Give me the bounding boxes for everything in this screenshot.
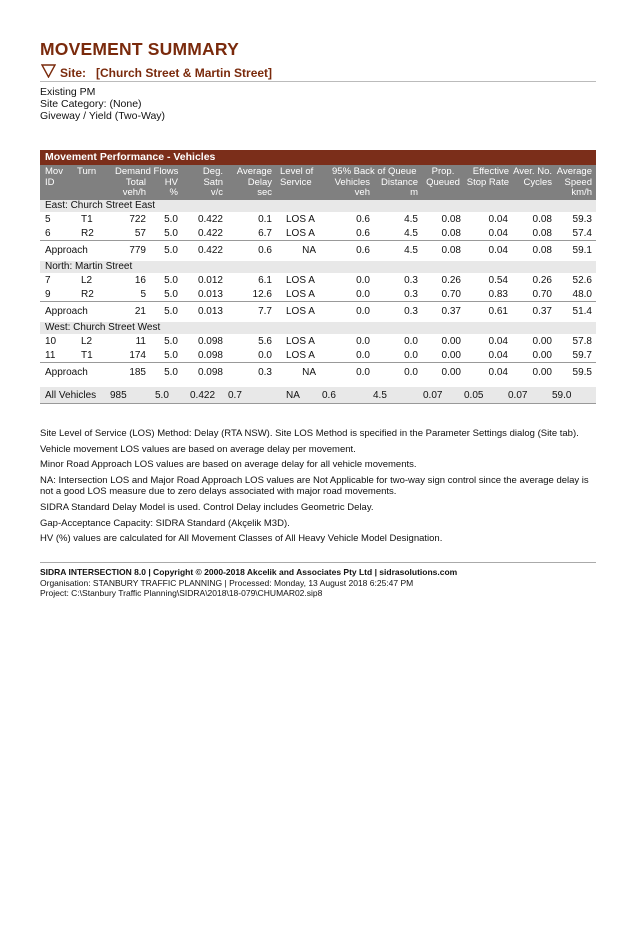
table-row: 11 T1 174 5.0 0.098 0.0 LOS A 0.0 0.0 0.00 0.04 0.00 59.7: [45, 350, 592, 361]
header-average-speed: Average Speed km/h: [556, 166, 592, 198]
table-header: [40, 165, 596, 200]
header-total: Total veh/h: [122, 176, 146, 198]
info-line: Giveway / Yield (Two-Way): [40, 110, 166, 122]
notes: [40, 428, 596, 549]
header-aver-no-cycles: Aver. No. Cycles: [513, 166, 552, 188]
site-label: Site:: [60, 66, 87, 80]
footer-project: Project: C:\Stanbury Traffic Planning\SIDRA\2018\18-079\CHUMAR02.sip8: [40, 588, 323, 598]
header-deg-satn: Deg. Satn v/c: [202, 166, 223, 198]
table-row: 7 L2 16 5.0 0.012 6.1 LOS A 0.0 0.3 0.26 0.54 0.26 52.6: [45, 275, 592, 286]
info-line: Existing PM: [40, 86, 96, 98]
approach-row: Approach 21 5.0 0.013 7.7 LOS A 0.0 0.3 0.37 0.61 0.37 51.4: [40, 301, 596, 318]
note: HV (%) values are calculated for All Movement Classes of All Heavy Vehicle Model Designation.: [40, 533, 443, 545]
header-average-delay: Average Delay sec: [236, 166, 272, 198]
site-heading: [40, 63, 596, 82]
note: Minor Road Approach LOS values are based on average delay for all vehicle movements.: [40, 459, 417, 471]
header-queue-distance: Distance m: [381, 176, 418, 198]
header-effective-stop-rate: Effective Stop Rate: [466, 166, 509, 188]
section-west: West: Church Street West: [40, 322, 596, 334]
table-row: 9 R2 5 5.0 0.013 12.6 LOS A 0.0 0.3 0.70 0.83 0.70 48.0: [45, 289, 592, 300]
note: SIDRA Standard Delay Model is used. Control Delay includes Geometric Delay.: [40, 502, 374, 514]
header-prop-queued: Prop. Queued: [426, 166, 460, 188]
header-level-of-service: Level of Service: [280, 166, 314, 188]
info-line: Site Category: (None): [40, 98, 142, 110]
footer-organisation: Organisation: STANBURY TRAFFIC PLANNING | Processed: Monday, 13 August 2018 6:25:47 PM: [40, 577, 414, 588]
approach-row: Approach 185 5.0 0.098 0.3 NA 0.0 0.0 0.00 0.04 0.00 59.5: [40, 362, 596, 379]
table-row: 10 L2 11 5.0 0.098 5.6 LOS A 0.0 0.0 0.00 0.04 0.00 57.8: [45, 336, 592, 347]
approach-row: Approach 779 5.0 0.422 0.6 NA 0.6 4.5 0.08 0.04 0.08 59.1: [40, 240, 596, 257]
table-row: 5 T1 722 5.0 0.422 0.1 LOS A 0.6 4.5 0.08 0.04 0.08 59.3: [45, 214, 592, 225]
triangle-down-icon: [41, 64, 56, 78]
section-east: East: Church Street East: [40, 200, 596, 212]
header-demand-flows: Demand Flows: [115, 166, 179, 177]
page-title: MOVEMENT SUMMARY: [40, 39, 239, 59]
table-row: 6 R2 57 5.0 0.422 6.7 LOS A 0.6 4.5 0.08 0.04 0.08 57.4: [45, 228, 592, 239]
note: Gap-Acceptance Capacity: SIDRA Standard (Akçelik M3D).: [40, 517, 290, 529]
header-turn: Turn: [77, 166, 97, 177]
site-name: [Church Street & Martin Street]: [96, 66, 273, 80]
note: NA: Intersection LOS and Major Road Approach LOS values are Not Applicable for two-way sign control since the average delay is not a good LOS measure due to zero delays associated with major road movements.: [40, 475, 589, 498]
section-north: North: Martin Street: [40, 261, 596, 273]
table-title: Movement Performance - Vehicles: [40, 150, 596, 165]
header-hv: HV %: [164, 176, 178, 198]
header-back-of-queue: 95% Back of Queue: [332, 166, 417, 177]
header-queue-vehicles: Vehicles veh: [334, 176, 370, 198]
note: Site Level of Service (LOS) Method: Delay (RTA NSW). Site LOS Method is specified in the Parameter Settings dialog (Site tab).: [40, 428, 579, 439]
footer: [40, 562, 596, 599]
all-vehicles-row: All Vehicles 985 5.0 0.422 0.7 NA 0.6 4.5 0.07 0.05 0.07 59.0: [40, 387, 596, 404]
movement-performance-table: [40, 150, 596, 404]
site-info: [40, 86, 165, 122]
footer-copyright: SIDRA INTERSECTION 8.0 | Copyright © 2000-2018 Akcelik and Associates Pty Ltd | sidrasolutions.com: [40, 567, 458, 577]
header-mov: Mov ID: [45, 166, 63, 188]
note: Vehicle movement LOS values are based on average delay per movement.: [40, 443, 356, 455]
